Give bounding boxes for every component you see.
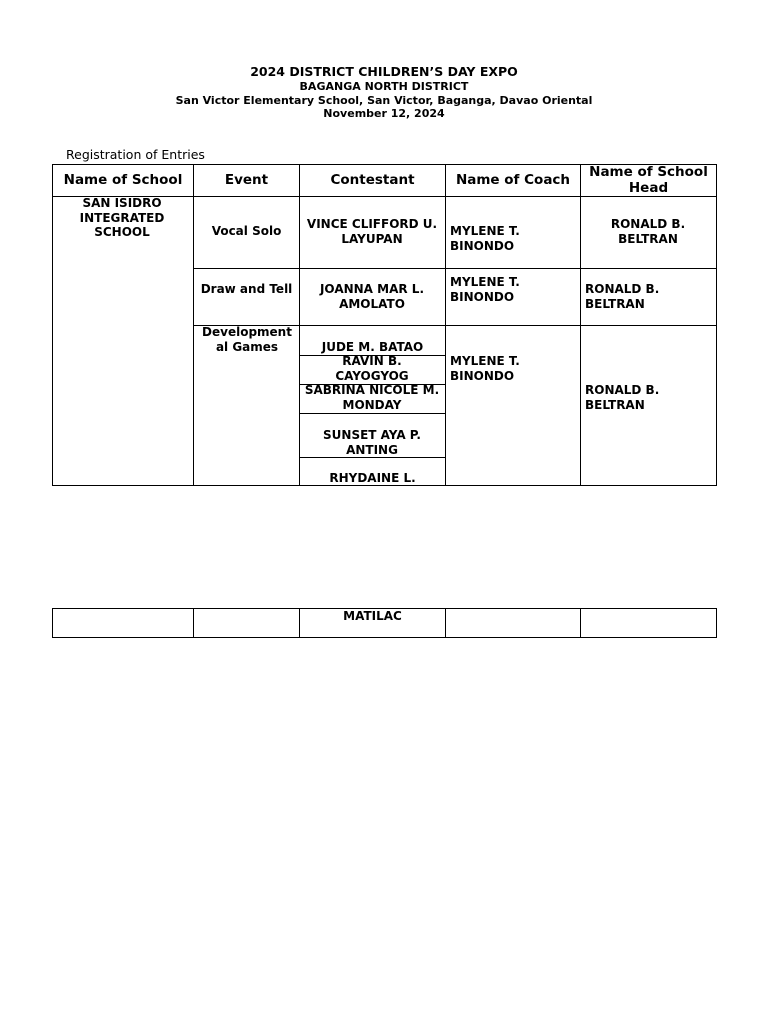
coach-row-3: MYLENE T. BINONDO: [450, 354, 520, 383]
contestant-row-3a: JUDE M. BATAO: [321, 340, 424, 354]
table2-border-right: [716, 608, 717, 638]
district-name: BAGANGA NORTH DISTRICT: [299, 80, 469, 93]
column-rule-1: [193, 164, 194, 486]
column-header-event: Event: [224, 172, 269, 188]
school-head-row-3: RONALD B. BELTRAN: [585, 383, 660, 412]
contestant-continued: MATILAC: [343, 609, 402, 623]
contestant-row-3b: RAVIN B. CAYOGYOG: [335, 354, 409, 383]
document-header: [0, 64, 768, 121]
contestant-row-2: JOANNA MAR L. AMOLATO: [319, 282, 425, 311]
table2-border-bottom: [52, 637, 717, 638]
table2-border-left: [52, 608, 53, 638]
document-title: 2024 DISTRICT CHILDREN’S DAY EXPO: [250, 64, 518, 79]
school-name: SAN ISIDRO INTEGRATED SCHOOL: [79, 196, 165, 239]
coach-row-1: MYLENE T. BINONDO: [450, 224, 520, 253]
column-header-contestant: Contestant: [330, 172, 415, 188]
contestant-row-3d: SUNSET AYA P. ANTING: [323, 428, 421, 457]
contestant-row-3e: RHYDAINE L.: [329, 471, 416, 485]
registration-table-continued: [52, 608, 717, 638]
table-border-left: [52, 164, 53, 486]
column-rule-4: [580, 164, 581, 486]
table2-column-rule-1: [193, 608, 194, 638]
registration-table: [52, 164, 717, 486]
column-header-school-head: Name of School Head: [589, 164, 708, 196]
table2-column-rule-3: [445, 608, 446, 638]
coach-row-2: MYLENE T. BINONDO: [450, 275, 520, 304]
contestant-row-3c: SABRINA NICOLE M. MONDAY: [304, 383, 440, 412]
event-developmental-games: Development al Games: [202, 325, 292, 354]
column-rule-3: [445, 164, 446, 486]
column-rule-2: [299, 164, 300, 486]
contestant-rule-3: [299, 413, 445, 414]
column-header-school: Name of School: [63, 172, 183, 188]
contestant-rule-4: [299, 457, 445, 458]
row-rule-1: [193, 268, 717, 269]
section-label: Registration of Entries: [66, 147, 205, 162]
school-head-row-2: RONALD B. BELTRAN: [585, 282, 660, 311]
table-border-right: [716, 164, 717, 486]
table2-column-rule-4: [580, 608, 581, 638]
venue-line: San Victor Elementary School, San Victor, Baganga, Davao Oriental: [175, 93, 593, 107]
contestant-row-1: VINCE CLIFFORD U. LAYUPAN: [306, 217, 438, 246]
column-header-coach: Name of Coach: [455, 172, 571, 188]
event-date: November 12, 2024: [323, 107, 445, 120]
school-head-row-1: RONALD B. BELTRAN: [610, 217, 686, 246]
event-draw-and-tell: Draw and Tell: [200, 282, 293, 296]
event-vocal-solo: Vocal Solo: [211, 224, 282, 238]
